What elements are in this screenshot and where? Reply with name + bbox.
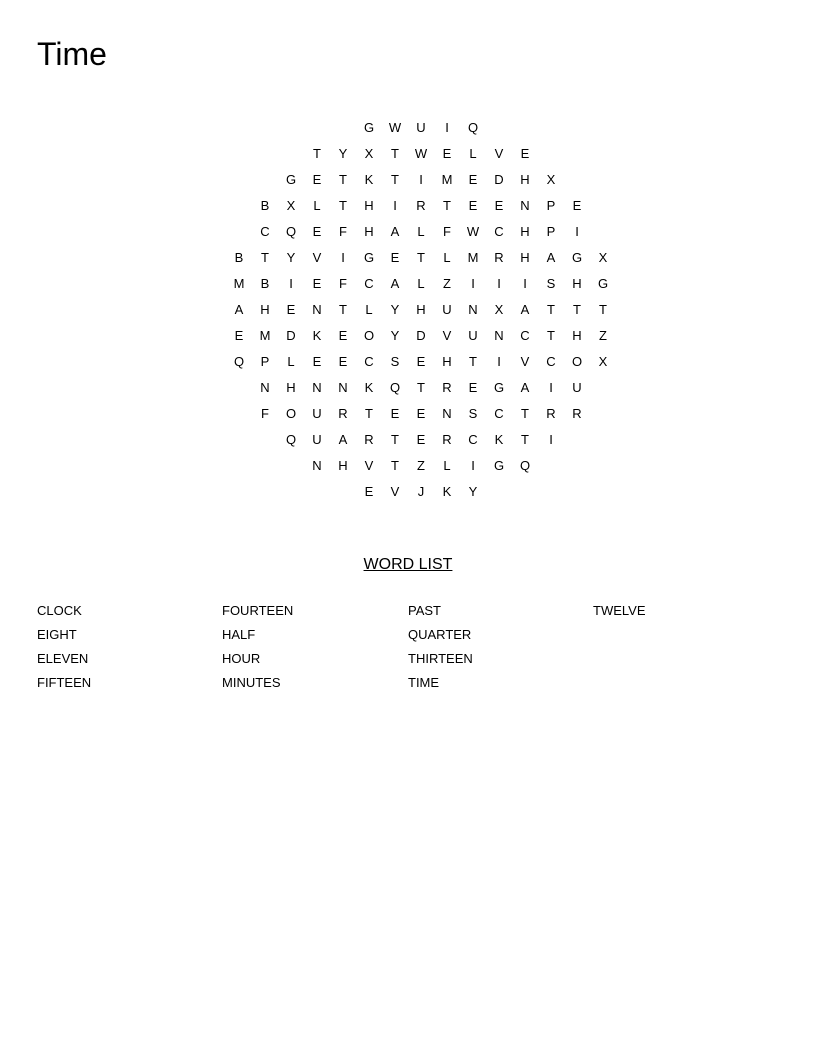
grid-letter: E xyxy=(468,198,478,213)
grid-letter: C xyxy=(468,432,478,447)
grid-letter: U xyxy=(572,380,582,395)
grid-letter: U xyxy=(468,328,478,343)
grid-letter: I xyxy=(289,276,293,291)
grid-letter: W xyxy=(388,120,402,135)
grid-letter: Q xyxy=(285,432,297,447)
grid-letter: N xyxy=(260,380,270,395)
grid-letter: I xyxy=(549,380,553,395)
grid-letter: X xyxy=(598,354,608,369)
grid-letter: Q xyxy=(389,380,401,395)
grid-letter: I xyxy=(341,250,345,265)
grid-letter: R xyxy=(416,198,426,213)
grid-letter: C xyxy=(546,354,556,369)
grid-letter: A xyxy=(520,302,530,317)
grid-letter: K xyxy=(442,484,452,499)
grid-letter: T xyxy=(547,302,555,317)
grid-letter: L xyxy=(443,250,451,265)
grid-letter: O xyxy=(571,354,583,369)
grid-letter: I xyxy=(471,276,475,291)
grid-letter: T xyxy=(417,380,425,395)
grid-letter: H xyxy=(572,328,582,343)
grid-letter: E xyxy=(416,432,426,447)
grid-letter: U xyxy=(312,432,322,447)
grid-letter: H xyxy=(520,172,530,187)
grid-letter: T xyxy=(261,250,269,265)
grid-letter: L xyxy=(417,276,425,291)
grid-letter: H xyxy=(520,224,530,239)
grid-letter: X xyxy=(364,146,374,161)
word-list-item: ELEVEN xyxy=(37,651,89,666)
grid-letter: G xyxy=(597,276,609,291)
grid-letter: D xyxy=(416,328,426,343)
grid-letter: L xyxy=(365,302,373,317)
word-list-item: TIME xyxy=(408,675,440,690)
grid-letter: L xyxy=(443,458,451,473)
grid-letter: E xyxy=(494,198,504,213)
word-list-item: CLOCK xyxy=(37,603,82,618)
grid-letter: E xyxy=(234,328,244,343)
grid-letter: T xyxy=(391,432,399,447)
grid-letter: K xyxy=(312,328,322,343)
grid-letter: X xyxy=(286,198,296,213)
grid-letter: H xyxy=(286,380,296,395)
grid-letter: H xyxy=(364,224,374,239)
grid-letter: P xyxy=(546,198,556,213)
grid-letter: N xyxy=(338,380,348,395)
grid-letter: E xyxy=(416,406,426,421)
grid-letter: L xyxy=(417,224,425,239)
word-list-item: FIFTEEN xyxy=(37,675,92,690)
grid-letter: T xyxy=(547,328,555,343)
grid-letter: O xyxy=(285,406,297,421)
grid-letter: I xyxy=(575,224,579,239)
grid-letter: A xyxy=(338,432,348,447)
grid-letter: T xyxy=(391,458,399,473)
grid-letter: H xyxy=(442,354,452,369)
grid-letter: T xyxy=(599,302,607,317)
grid-letter: A xyxy=(520,380,530,395)
grid-letter: Q xyxy=(519,458,531,473)
grid-letter: S xyxy=(390,354,400,369)
grid-letter: E xyxy=(468,172,478,187)
grid-letter: V xyxy=(494,146,504,161)
grid-letter: T xyxy=(417,250,425,265)
page-title: Time xyxy=(37,36,107,72)
grid-letter: Y xyxy=(468,484,478,499)
grid-letter: R xyxy=(572,406,582,421)
grid-letter: T xyxy=(339,172,347,187)
grid-letter: R xyxy=(364,432,374,447)
grid-letter: T xyxy=(391,146,399,161)
word-list-item: EIGHT xyxy=(37,627,77,642)
grid-letter: T xyxy=(469,354,477,369)
word-list-heading: WORD LIST xyxy=(363,556,453,573)
grid-letter: T xyxy=(339,198,347,213)
grid-letter: C xyxy=(260,224,270,239)
grid-letter: T xyxy=(339,302,347,317)
word-list-item: HALF xyxy=(222,627,256,642)
grid-letter: N xyxy=(312,458,322,473)
grid-letter: I xyxy=(419,172,423,187)
grid-letter: E xyxy=(312,224,322,239)
word-list-item: MINUTES xyxy=(222,675,281,690)
grid-letter: H xyxy=(572,276,582,291)
grid-letter: H xyxy=(416,302,426,317)
word-list-item: QUARTER xyxy=(408,627,472,642)
grid-letter: E xyxy=(390,250,400,265)
word-list-item: PAST xyxy=(408,603,441,618)
grid-letter: F xyxy=(261,406,269,421)
grid-letter: N xyxy=(494,328,504,343)
grid-letter: Y xyxy=(338,146,348,161)
grid-letter: E xyxy=(312,276,322,291)
grid-letter: T xyxy=(521,406,529,421)
grid-letter: U xyxy=(442,302,452,317)
grid-letter: E xyxy=(520,146,530,161)
grid-letter: G xyxy=(493,380,505,395)
grid-letter: U xyxy=(416,120,426,135)
grid-letter: V xyxy=(390,484,400,499)
grid-letter: T xyxy=(573,302,581,317)
grid-letter: C xyxy=(364,354,374,369)
grid-letter: F xyxy=(443,224,451,239)
grid-letter: F xyxy=(339,276,347,291)
word-list-item: THIRTEEN xyxy=(408,651,473,666)
grid-letter: E xyxy=(416,354,426,369)
grid-letter: P xyxy=(546,224,556,239)
grid-letter: E xyxy=(312,354,322,369)
grid-letter: E xyxy=(468,380,478,395)
grid-letter: B xyxy=(260,276,270,291)
grid-letter: D xyxy=(286,328,296,343)
grid-letter: E xyxy=(286,302,296,317)
grid-letter: G xyxy=(363,120,375,135)
grid-letter: A xyxy=(234,302,244,317)
grid-letter: Y xyxy=(286,250,296,265)
grid-letter: W xyxy=(466,224,480,239)
grid-letter: X xyxy=(494,302,504,317)
grid-letter: M xyxy=(259,328,271,343)
grid-letter: T xyxy=(391,172,399,187)
grid-letter: G xyxy=(571,250,583,265)
grid-letter: C xyxy=(520,328,530,343)
grid-letter: F xyxy=(339,224,347,239)
grid-letter: R xyxy=(442,380,452,395)
grid-letter: K xyxy=(494,432,504,447)
grid-letter: H xyxy=(364,198,374,213)
word-search-grid xyxy=(0,0,816,520)
grid-letter: H xyxy=(520,250,530,265)
grid-letter: N xyxy=(442,406,452,421)
grid-letter: I xyxy=(497,276,501,291)
grid-letter: H xyxy=(260,302,270,317)
grid-letter: V xyxy=(442,328,452,343)
grid-letter: I xyxy=(471,458,475,473)
grid-letter: N xyxy=(312,302,322,317)
grid-letter: V xyxy=(520,354,530,369)
grid-letter: L xyxy=(469,146,477,161)
grid-letter: U xyxy=(312,406,322,421)
grid-letter: V xyxy=(312,250,322,265)
grid-letter: Z xyxy=(599,328,607,343)
grid-letter: C xyxy=(494,224,504,239)
grid-letter: V xyxy=(364,458,374,473)
grid-letter: Y xyxy=(390,302,400,317)
grid-letter: T xyxy=(521,432,529,447)
grid-letter: G xyxy=(285,172,297,187)
grid-letter: S xyxy=(546,276,556,291)
grid-letter: A xyxy=(390,276,400,291)
grid-letter: M xyxy=(233,276,245,291)
word-list-item: FOURTEEN xyxy=(222,603,294,618)
grid-letter: H xyxy=(338,458,348,473)
grid-letter: N xyxy=(520,198,530,213)
grid-letter: I xyxy=(523,276,527,291)
word-list-item: HOUR xyxy=(222,651,261,666)
grid-letter: X xyxy=(546,172,556,187)
grid-letter: E xyxy=(390,406,400,421)
grid-letter: E xyxy=(338,328,348,343)
grid-letter: R xyxy=(442,432,452,447)
grid-letter: C xyxy=(364,276,374,291)
grid-letter: Y xyxy=(390,328,400,343)
grid-letter: T xyxy=(313,146,321,161)
grid-letter: R xyxy=(494,250,504,265)
grid-letter: N xyxy=(468,302,478,317)
grid-letter: Q xyxy=(285,224,297,239)
word-list-item: TWELVE xyxy=(593,603,646,618)
grid-letter: W xyxy=(414,146,428,161)
grid-letter: Z xyxy=(443,276,451,291)
grid-letter: Q xyxy=(233,354,245,369)
grid-letter: L xyxy=(313,198,321,213)
grid-letter: A xyxy=(546,250,556,265)
grid-letter: X xyxy=(598,250,608,265)
grid-letter: N xyxy=(312,380,322,395)
grid-letter: E xyxy=(442,146,452,161)
grid-letter: J xyxy=(417,484,425,499)
grid-letter: E xyxy=(364,484,374,499)
grid-letter: L xyxy=(287,354,295,369)
grid-letter: A xyxy=(390,224,400,239)
grid-letter: P xyxy=(260,354,270,369)
grid-letter: Z xyxy=(417,458,425,473)
grid-letter: M xyxy=(441,172,453,187)
grid-letter: S xyxy=(468,406,478,421)
grid-letter: T xyxy=(443,198,451,213)
grid-letter: K xyxy=(364,380,374,395)
grid-letter: K xyxy=(364,172,374,187)
grid-letter: C xyxy=(494,406,504,421)
grid-letter: I xyxy=(497,354,501,369)
grid-letter: E xyxy=(338,354,348,369)
grid-letter: D xyxy=(494,172,504,187)
grid-letter: I xyxy=(549,432,553,447)
grid-letter: O xyxy=(363,328,375,343)
grid-letter: M xyxy=(467,250,479,265)
grid-letter: I xyxy=(393,198,397,213)
grid-letter: R xyxy=(546,406,556,421)
grid-letter: I xyxy=(445,120,449,135)
grid-letter: B xyxy=(260,198,270,213)
grid-letter: R xyxy=(338,406,348,421)
grid-letter: E xyxy=(572,198,582,213)
grid-letter: E xyxy=(312,172,322,187)
grid-letter: Q xyxy=(467,120,479,135)
grid-letter: G xyxy=(493,458,505,473)
grid-letter: B xyxy=(234,250,244,265)
grid-letter: T xyxy=(365,406,373,421)
grid-letter: G xyxy=(363,250,375,265)
